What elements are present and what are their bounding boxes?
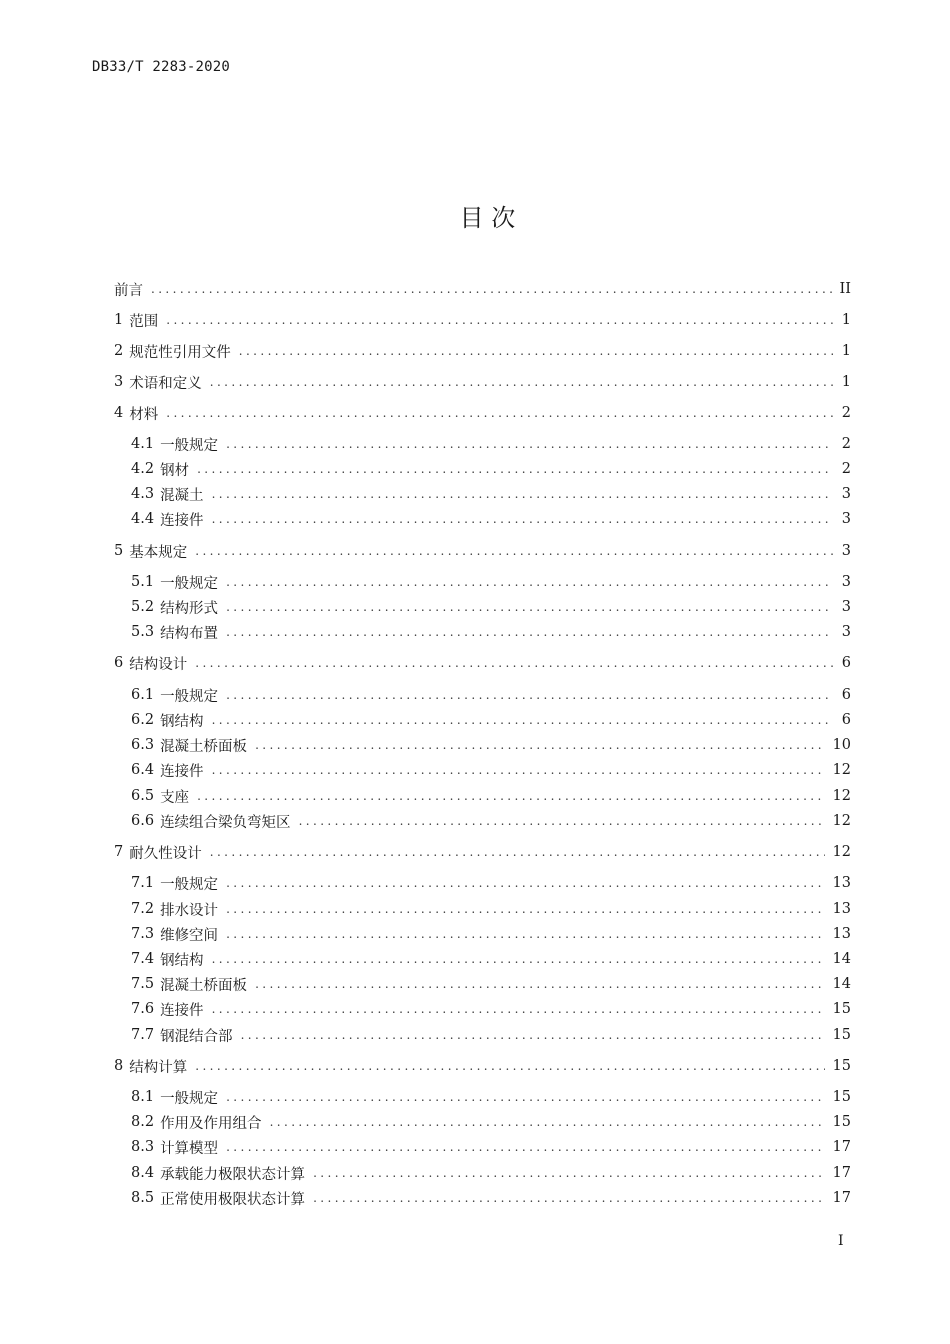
document-code: DB33/T 2283-2020 bbox=[92, 59, 231, 75]
toc-entry-page: 14 bbox=[832, 976, 851, 992]
toc-entry-label: 范围 bbox=[129, 313, 159, 330]
toc-dot-leader bbox=[226, 923, 824, 945]
toc-entry[interactable] bbox=[131, 571, 851, 593]
toc-entry-page: 3 bbox=[841, 543, 851, 559]
toc-entry[interactable] bbox=[114, 402, 851, 424]
toc-entry-number: 5.3 bbox=[131, 624, 155, 640]
toc-entry[interactable] bbox=[131, 734, 851, 756]
toc-dot-leader bbox=[166, 402, 833, 424]
toc-dot-leader bbox=[212, 948, 825, 970]
toc-entry-number: 6.3 bbox=[131, 737, 155, 753]
toc-entry-page: 15 bbox=[832, 1027, 851, 1043]
toc-entry-number: 3 bbox=[114, 374, 124, 390]
toc-entry-label: 连接件 bbox=[160, 1002, 204, 1019]
toc-entry-label: 前言 bbox=[114, 282, 143, 299]
toc-dot-leader bbox=[210, 841, 825, 863]
toc-entry-number: 6.2 bbox=[131, 712, 155, 728]
toc-dot-leader bbox=[239, 340, 833, 362]
toc-dot-leader bbox=[226, 1086, 824, 1108]
toc-entry-number: 7.4 bbox=[131, 951, 155, 967]
toc-entry-label: 一般规定 bbox=[160, 437, 219, 454]
toc-entry[interactable] bbox=[131, 872, 851, 894]
toc-entry-label: 计算模型 bbox=[160, 1140, 219, 1157]
toc-entry-page: 13 bbox=[832, 875, 851, 891]
page-number: I bbox=[838, 1233, 844, 1249]
toc-entry-label: 正常使用极限状态计算 bbox=[160, 1191, 306, 1208]
toc-entry-label: 连接件 bbox=[160, 512, 204, 529]
toc-dot-leader bbox=[195, 652, 833, 674]
toc-entry[interactable] bbox=[114, 309, 851, 331]
toc-entry-page: 13 bbox=[832, 901, 851, 917]
toc-entry-page: 15 bbox=[832, 1001, 851, 1017]
toc-entry[interactable] bbox=[131, 1162, 851, 1184]
toc-entry-number: 7.1 bbox=[131, 875, 155, 891]
toc-dot-leader bbox=[226, 621, 833, 643]
toc-entry-label: 规范性引用文件 bbox=[129, 344, 231, 361]
toc-entry-label: 钢结构 bbox=[160, 952, 204, 969]
toc-entry[interactable] bbox=[131, 898, 851, 920]
toc-entry-page: 12 bbox=[832, 788, 851, 804]
toc-entry-label: 钢混结合部 bbox=[160, 1028, 233, 1045]
toc-entry-number: 7.5 bbox=[131, 976, 155, 992]
toc-entry-number: 8.5 bbox=[131, 1190, 155, 1206]
toc-entry[interactable] bbox=[131, 785, 851, 807]
toc-entry-number: 8.2 bbox=[131, 1114, 155, 1130]
toc-entry-number: 5.2 bbox=[131, 599, 155, 615]
toc-entry-number: 4.1 bbox=[131, 436, 155, 452]
toc-entry[interactable] bbox=[131, 483, 851, 505]
toc-entry-label: 承载能力极限状态计算 bbox=[160, 1166, 306, 1183]
toc-entry-number: 5 bbox=[114, 543, 124, 559]
toc-entry[interactable] bbox=[114, 371, 851, 393]
toc-entry-number: 8.3 bbox=[131, 1139, 155, 1155]
toc-entry-page: 3 bbox=[841, 574, 851, 590]
toc-entry-page: 2 bbox=[841, 461, 851, 477]
toc-entry-page: 3 bbox=[841, 486, 851, 502]
toc-dot-leader bbox=[226, 898, 824, 920]
toc-entry-label: 排水设计 bbox=[160, 902, 219, 919]
toc-entry[interactable] bbox=[131, 923, 851, 945]
toc-entry[interactable] bbox=[131, 973, 851, 995]
toc-entry-page: 1 bbox=[841, 312, 851, 328]
toc-entry-label: 钢材 bbox=[160, 462, 190, 479]
toc-entry-number: 8.1 bbox=[131, 1089, 155, 1105]
toc-entry[interactable] bbox=[131, 998, 851, 1020]
toc-entry-page: II bbox=[839, 281, 851, 297]
toc-entry-page: 12 bbox=[832, 762, 851, 778]
toc-entry[interactable] bbox=[131, 759, 851, 781]
toc-dot-leader bbox=[226, 433, 833, 455]
toc-entry-page: 15 bbox=[832, 1089, 851, 1105]
toc-entry-label: 支座 bbox=[160, 789, 190, 806]
toc-entry[interactable] bbox=[131, 1187, 851, 1209]
toc-entry[interactable] bbox=[131, 1136, 851, 1158]
toc-entry[interactable] bbox=[131, 1111, 851, 1133]
toc-entry-number: 8 bbox=[114, 1058, 124, 1074]
toc-entry-page: 1 bbox=[841, 343, 851, 359]
toc-entry-label: 混凝土 bbox=[160, 487, 204, 504]
toc-dot-leader bbox=[226, 596, 833, 618]
toc-entry-number: 8.4 bbox=[131, 1165, 155, 1181]
toc-entry-label: 一般规定 bbox=[160, 575, 219, 592]
toc-entry-page: 17 bbox=[832, 1165, 851, 1181]
toc-entry-number: 4.3 bbox=[131, 486, 155, 502]
toc-dot-leader bbox=[166, 309, 833, 331]
toc-entry-label: 一般规定 bbox=[160, 876, 219, 893]
toc-dot-leader bbox=[195, 1055, 824, 1077]
toc-entry-number: 7 bbox=[114, 844, 124, 860]
toc-entry-page: 3 bbox=[841, 624, 851, 640]
toc-entry-page: 6 bbox=[841, 687, 851, 703]
toc-entry-page: 17 bbox=[832, 1190, 851, 1206]
toc-dot-leader bbox=[212, 998, 825, 1020]
toc-entry-page: 2 bbox=[841, 405, 851, 421]
toc-entry-label: 连接件 bbox=[160, 763, 204, 780]
toc-entry-label: 结构布置 bbox=[160, 625, 219, 642]
toc-entry[interactable] bbox=[114, 340, 851, 362]
toc-entry[interactable] bbox=[131, 1086, 851, 1108]
toc-entry-label: 作用及作用组合 bbox=[160, 1115, 262, 1132]
toc-entry-number: 4 bbox=[114, 405, 124, 421]
toc-entry-number: 6 bbox=[114, 655, 124, 671]
toc-dot-leader bbox=[212, 508, 833, 530]
toc-entry-label: 维修空间 bbox=[160, 927, 219, 944]
toc-entry-number: 4.2 bbox=[131, 461, 155, 477]
toc-entry-number: 2 bbox=[114, 343, 124, 359]
toc-entry[interactable] bbox=[131, 433, 851, 455]
toc-entry[interactable] bbox=[131, 508, 851, 530]
toc-entry-number: 7.3 bbox=[131, 926, 155, 942]
toc-dot-leader bbox=[255, 734, 824, 756]
toc-dot-leader bbox=[313, 1187, 824, 1209]
toc-dot-leader bbox=[313, 1162, 824, 1184]
toc-entry[interactable] bbox=[131, 948, 851, 970]
toc-dot-leader bbox=[226, 571, 833, 593]
toc-dot-leader bbox=[151, 278, 832, 300]
toc-entry-number: 7.2 bbox=[131, 901, 155, 917]
toc-dot-leader bbox=[226, 872, 824, 894]
toc-entry[interactable] bbox=[114, 278, 851, 300]
toc-dot-leader bbox=[197, 458, 833, 480]
toc-entry-page: 6 bbox=[841, 655, 851, 671]
toc-entry[interactable] bbox=[131, 1024, 851, 1046]
toc-entry-label: 混凝土桥面板 bbox=[160, 738, 248, 755]
toc-entry-page: 3 bbox=[841, 599, 851, 615]
toc-entry-label: 术语和定义 bbox=[129, 375, 202, 392]
toc-entry[interactable] bbox=[131, 596, 851, 618]
toc-entry-number: 6.6 bbox=[131, 813, 155, 829]
toc-entry-label: 材料 bbox=[129, 406, 159, 423]
toc-entry-label: 基本规定 bbox=[129, 544, 188, 561]
toc-entry-page: 17 bbox=[832, 1139, 851, 1155]
toc-entry-number: 7.7 bbox=[131, 1027, 155, 1043]
toc-dot-leader bbox=[241, 1024, 825, 1046]
toc-dot-leader bbox=[226, 1136, 824, 1158]
toc-entry[interactable] bbox=[131, 621, 851, 643]
toc-dot-leader bbox=[212, 709, 833, 731]
toc-entry-page: 14 bbox=[832, 951, 851, 967]
toc-entry-number: 1 bbox=[114, 312, 124, 328]
toc-entry-label: 一般规定 bbox=[160, 1090, 219, 1107]
toc-entry-page: 10 bbox=[832, 737, 851, 753]
toc-entry-label: 钢结构 bbox=[160, 713, 204, 730]
toc-dot-leader bbox=[195, 540, 833, 562]
toc-entry-label: 混凝土桥面板 bbox=[160, 977, 248, 994]
toc-entry[interactable] bbox=[131, 810, 851, 832]
page-title: 目 次 bbox=[459, 204, 516, 232]
toc-dot-leader bbox=[210, 371, 833, 393]
toc-entry-number: 6.4 bbox=[131, 762, 155, 778]
toc-entry[interactable] bbox=[114, 652, 851, 674]
toc-entry[interactable] bbox=[131, 709, 851, 731]
toc-entry-number: 7.6 bbox=[131, 1001, 155, 1017]
toc-dot-leader bbox=[197, 785, 824, 807]
toc-entry-label: 连续组合梁负弯矩区 bbox=[160, 814, 291, 831]
toc-entry-page: 12 bbox=[832, 813, 851, 829]
toc-entry-number: 6.5 bbox=[131, 788, 155, 804]
toc-entry-number: 4.4 bbox=[131, 511, 155, 527]
toc-entry-label: 结构设计 bbox=[129, 656, 188, 673]
toc-entry-label: 一般规定 bbox=[160, 688, 219, 705]
toc-entry-page: 15 bbox=[832, 1114, 851, 1130]
toc-dot-leader bbox=[299, 810, 825, 832]
toc-entry[interactable] bbox=[114, 540, 851, 562]
toc-entry[interactable] bbox=[131, 684, 851, 706]
toc-entry-number: 5.1 bbox=[131, 574, 155, 590]
toc-entry[interactable] bbox=[114, 841, 851, 863]
toc-entry[interactable] bbox=[131, 458, 851, 480]
toc-dot-leader bbox=[226, 684, 833, 706]
toc-dot-leader bbox=[255, 973, 824, 995]
toc-entry-page: 6 bbox=[841, 712, 851, 728]
toc-entry-label: 耐久性设计 bbox=[129, 845, 202, 862]
toc-entry-page: 3 bbox=[841, 511, 851, 527]
toc-entry-label: 结构形式 bbox=[160, 600, 219, 617]
toc-entry-page: 12 bbox=[832, 844, 851, 860]
toc-entry-number: 6.1 bbox=[131, 687, 155, 703]
toc-entry-page: 1 bbox=[841, 374, 851, 390]
toc-dot-leader bbox=[270, 1111, 825, 1133]
toc-entry[interactable] bbox=[114, 1055, 851, 1077]
toc-dot-leader bbox=[212, 759, 825, 781]
toc-entry-label: 结构计算 bbox=[129, 1059, 188, 1076]
toc-dot-leader bbox=[212, 483, 833, 505]
toc-entry-page: 13 bbox=[832, 926, 851, 942]
toc-entry-page: 15 bbox=[832, 1058, 851, 1074]
toc-entry-page: 2 bbox=[841, 436, 851, 452]
